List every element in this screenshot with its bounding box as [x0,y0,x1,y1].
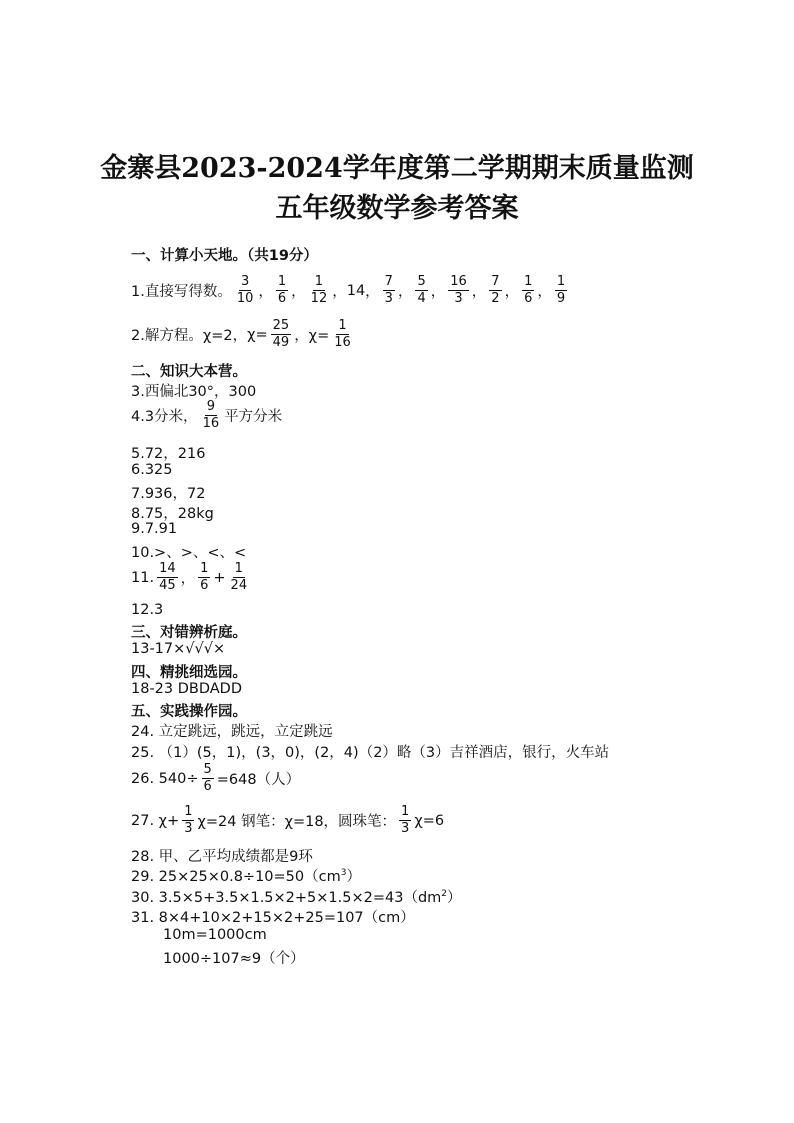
fraction: $\frac{14}{45}$ [159,561,176,593]
q30-text: 30. 3.5×5+3.5×1.5×2+5×1.5×2=43（dm [131,890,442,906]
q27-suffix: χ=6 [414,812,445,829]
doc-title-line1: 金寨县2023-2024学年度第二学期期末质量监测 [100,153,694,184]
question-30 [131,886,462,907]
question-31-step2: 10m=1000cm [163,927,267,943]
fraction: $\frac{1}{6}$ [277,274,287,306]
q30-exponent: 2 [441,889,448,900]
fraction: $\frac{7}{3}$ [384,274,393,306]
q29-end: ） [346,869,361,885]
separator: ， [397,284,413,300]
fraction: $\frac{1}{24}$ [230,561,248,593]
fraction: $\frac{1}{9}$ [556,274,566,306]
q2-answer-c: ，χ= [294,328,330,344]
q2-answer-b: χ= [247,326,268,343]
question-26 [131,762,300,795]
question-13-17: 13-17×√√√× [131,641,226,657]
fraction: $\frac{1}{6}$ [200,561,209,593]
q26-prefix: 26. 540÷ [131,770,199,787]
separator: ， [537,284,552,300]
q2-answer-a: χ=2， [202,328,248,344]
question-28: 28. 甲、乙平均成绩都是9环 [131,849,313,865]
question-29 [131,865,361,886]
fraction: $\frac{9}{16}$ [202,399,220,431]
q11-prefix: 11. [131,569,155,586]
question-9: 9.7.91 [131,521,178,537]
separator: ， [291,284,306,300]
question-8: 8.75，28kg [131,506,214,522]
question-27 [131,804,444,837]
section-5-heading: 五、实践操作园。 [131,704,247,720]
question-7: 7.936，72 [131,486,206,502]
q1-answers [232,274,570,306]
q11-plus: + [213,569,226,586]
q26-suffix: =648（人） [216,772,301,788]
q11-separator: ， [180,571,196,587]
q4-prefix: 4.3分米， [131,409,198,425]
question-18-23: 18-23 DBDADD [131,681,243,697]
q27-prefix: 27. χ+ [131,812,180,829]
question-11 [131,561,252,594]
separator: ， [258,284,273,300]
question-31: 31. 8×4+10×2+15×2+25=107（cm） [131,910,415,926]
q29-exponent: 3 [340,868,347,879]
separator: ， [504,284,520,300]
separator: ， [471,284,487,300]
q4-suffix: 平方分米 [224,409,283,425]
fraction: $\frac{5}{6}$ [203,762,212,794]
question-3: 3.西偏北30°，300 [131,384,257,400]
question-24: 24. 立定跳远，跳远，立定跳远 [131,724,333,740]
question-6: 6.325 [131,462,173,478]
fraction: $\frac{1}{6}$ [524,274,533,306]
q29-text: 29. 25×25×0.8÷10=50（cm [131,869,341,885]
question-12: 12.3 [131,602,164,618]
question-1 [131,274,570,307]
separator: ， [365,284,380,300]
question-25: 25. （1）(5，1)，(3，0)，(2，4)（2）略（3）吉祥酒店，银行，火车站 [131,745,610,761]
section-1-heading: 一、计算小天地。（共19分） [131,248,318,264]
separator: ， [430,284,446,300]
fraction: $\frac{1}{3}$ [184,804,193,836]
fraction: $\frac{7}{2}$ [491,274,500,306]
question-5: 5.72，216 [131,446,206,462]
separator: ， [332,284,347,300]
section-2-heading: 二、知识大本营。 [131,364,247,380]
question-31-step3: 1000÷107≈9（个） [163,951,305,967]
q1-answer-plain: 14 [346,282,366,299]
q30-end: ） [447,890,462,906]
fraction: $\frac{3}{10}$ [236,274,254,306]
fraction: $\frac{16}{3}$ [450,274,467,306]
section-3-heading: 三、对错辨析庭。 [131,625,247,641]
q1-prefix: 1.直接写得数。 [131,284,232,300]
q27-middle: χ=24 钢笔：χ=18，圆珠笔： [197,814,397,830]
doc-title-line2: 五年级数学参考答案 [275,193,519,224]
fraction: $\frac{25}{49}$ [272,318,290,350]
question-2 [131,318,356,351]
fraction: $\frac{1}{12}$ [310,274,328,306]
q2-prefix: 2.解方程。 [131,328,203,344]
fraction: $\frac{5}{4}$ [417,274,426,306]
fraction: $\frac{1}{16}$ [334,318,351,350]
section-4-heading: 四、精挑细选园。 [131,665,247,681]
fraction: $\frac{1}{3}$ [401,804,410,836]
question-4 [131,399,282,432]
question-10: 10.>、>、<、< [131,545,247,561]
